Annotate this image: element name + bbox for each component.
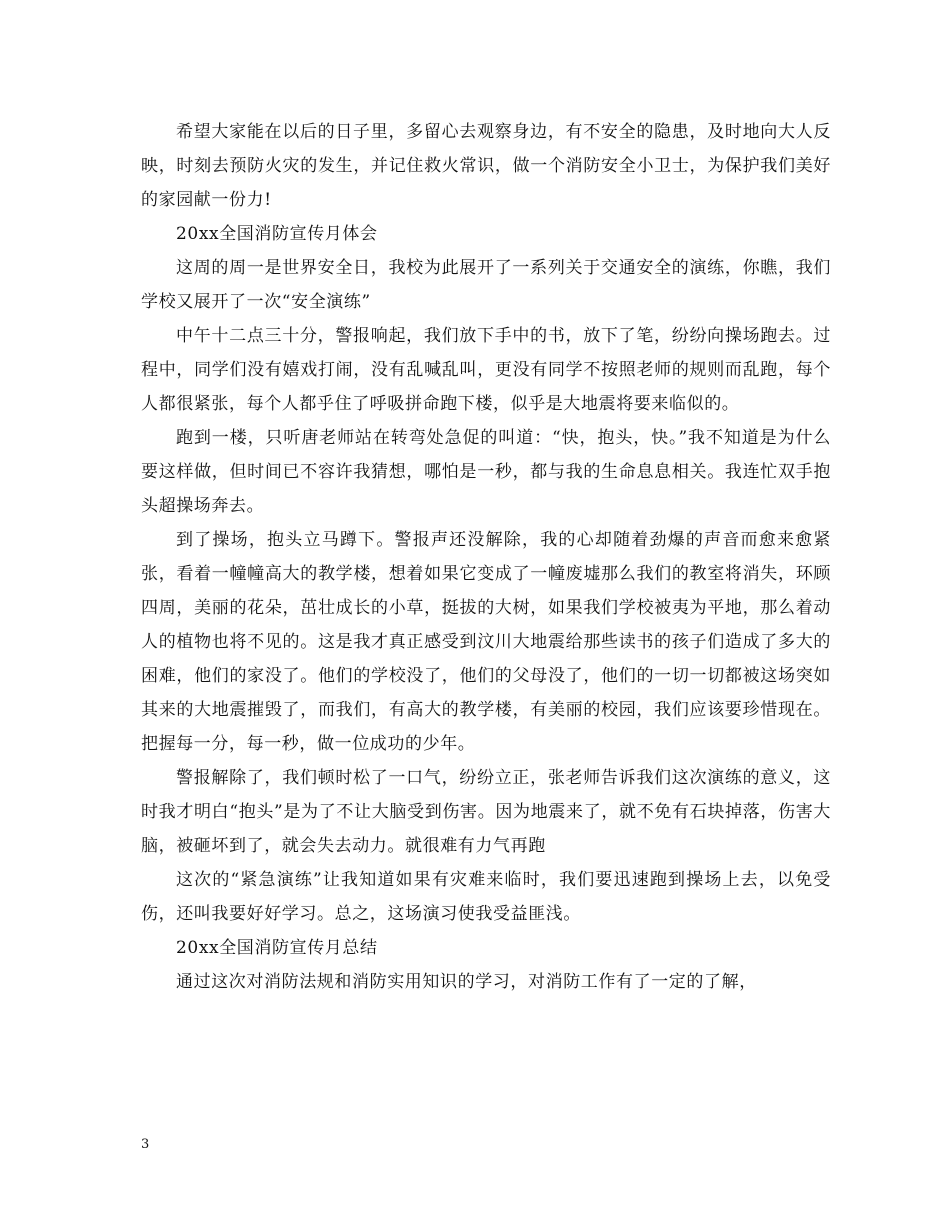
paragraph-alarm-lifted: 警报解除了，我们顿时松了一口气，纷纷立正，张老师告诉我们这次演练的意义，这时我才明白“抱头”是为了不让大脑受到伤害。因为地震来了，就不免有石块掉落，伤害大脑，被砸坏到了，就会失去动力。就很难有力气再跑 bbox=[141, 768, 831, 856]
page-number: 3 bbox=[141, 1137, 150, 1152]
paragraph-safety-day: 这周的周一是世界安全日，我校为此展开了一系列关于交通安全的演练，你瞧，我们学校又展开了一次“安全演练” bbox=[141, 258, 831, 312]
paragraph-drill-lesson: 这次的“紧急演练”让我知道如果有灾难来临时，我们要迅速跑到操场上去，以免受伤，还叫我要好好学习。总之，这场演习使我受益匪浅。 bbox=[141, 870, 831, 924]
paragraph-safety-advice: 希望大家能在以后的日子里，多留心去观察身边，有不安全的隐患，及时地向大人反映，时刻去预防火灾的发生，并记住救火常识，做一个消防安全小卫士，为保护我们美好的家园献一份力! bbox=[141, 122, 831, 210]
section-heading-experience: 20xx全国消防宣传月体会 bbox=[176, 224, 378, 244]
paragraph-alarm: 中午十二点三十分，警报响起，我们放下手中的书，放下了笔，纷纷向操场跑去。过程中，同学们没有嬉戏打闹，没有乱喊乱叫，更没有同学不按照老师的规则而乱跑，每个人都很紧张，每个人都乎住了呼吸拼命跑下楼，似乎是大地震将要来临似的。 bbox=[141, 326, 831, 414]
paragraph-summary-start: 通过这次对消防法规和消防实用知识的学习，对消防工作有了一定的了解， bbox=[176, 972, 757, 992]
paragraph-playground: 到了操场，抱头立马蹲下。警报声还没解除，我的心却随着劲爆的声音而愈来愈紧张，看着一幢幢高大的教学楼，想着如果它变成了一幢废墟那么我们的教室将消失，环顾四周，美丽的花朵，茁壮成长的小草，挺拔的大树，如果我们学校被夷为平地，那么着动人的植物也将不见的。这是我才真正感受到汶川大地震给那些读书的孩子们造成了多大的困难，他们的家没了。他们的学校没了，他们的父母没了，他们的一切一切都被这场突如其来的大地震摧毁了，而我们，有高大的教学楼，有美丽的校园，我们应该要珍惜现在。把握每一分，每一秒，做一位成功的少年。 bbox=[141, 530, 831, 754]
paragraph-first-floor: 跑到一楼，只听唐老师站在转弯处急促的叫道：“快，抱头，快。”我不知道是为什么要这样做，但时间已不容许我猜想，哪怕是一秒，都与我的生命息息相关。我连忙双手抱头超操场奔去。 bbox=[141, 428, 831, 516]
section-heading-summary: 20xx全国消防宣传月总结 bbox=[176, 938, 378, 958]
document-body bbox=[141, 115, 831, 999]
